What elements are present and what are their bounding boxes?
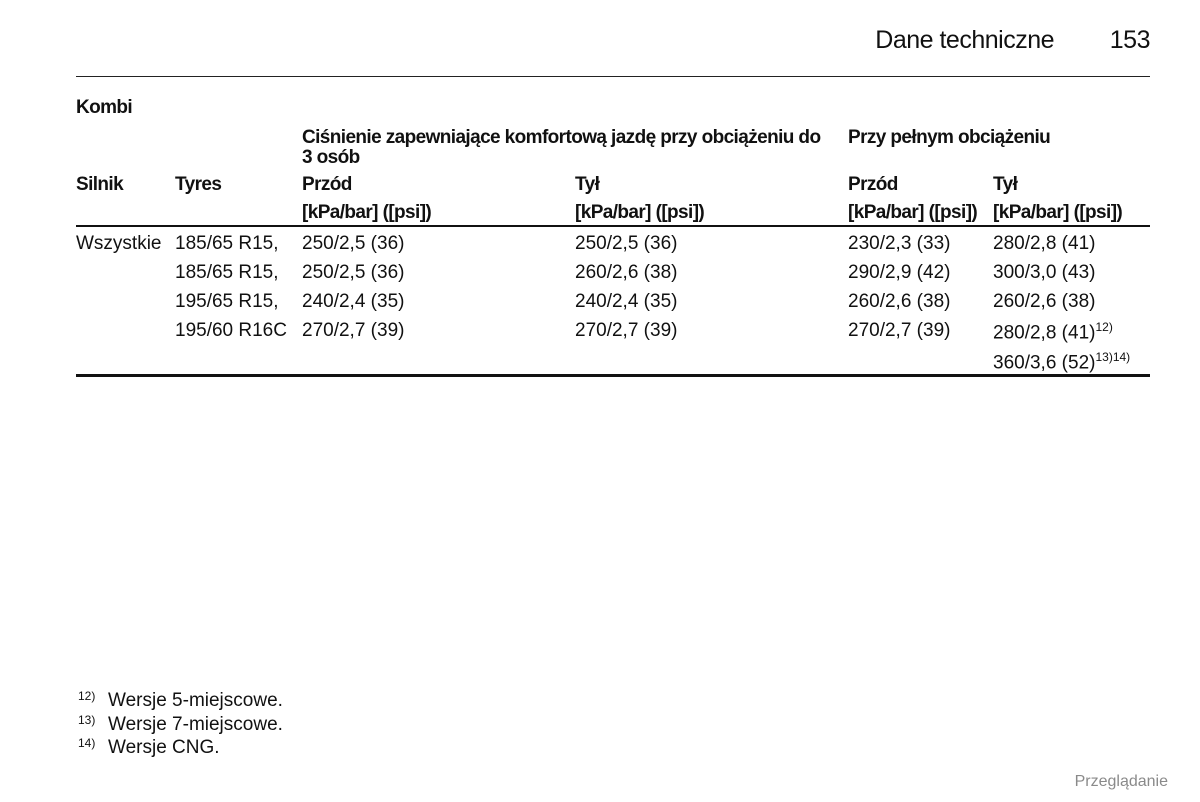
cell-full-rear-value: 360/3,6 (52) bbox=[993, 352, 1096, 374]
cell-tyre: 195/65 R15, bbox=[175, 291, 279, 312]
cell-comfort-front: 240/2,4 (35) bbox=[302, 291, 405, 312]
cell-full-front: 290/2,9 (42) bbox=[848, 262, 951, 283]
group-header-comfort bbox=[302, 128, 820, 168]
cell-comfort-rear: 270/2,7 (39) bbox=[575, 320, 678, 341]
footnote-text: Wersje 7-miejscowe. bbox=[108, 714, 283, 735]
page-title: Dane techniczne bbox=[875, 26, 1054, 54]
unit-full-front: [kPa/bar] ([psi]) bbox=[848, 202, 978, 223]
footnote-item bbox=[78, 713, 283, 736]
footnote-ref: 13)14) bbox=[1095, 350, 1131, 364]
cell-full-front: 230/2,3 (33) bbox=[848, 233, 951, 254]
col-header-comfort-rear: Tył bbox=[575, 174, 600, 195]
cell-full-rear: 300/3,0 (43) bbox=[993, 262, 1096, 283]
cell-full-front: 270/2,7 (39) bbox=[848, 320, 951, 341]
cell-comfort-front: 250/2,5 (36) bbox=[302, 262, 405, 283]
cell-comfort-front: 250/2,5 (36) bbox=[302, 233, 405, 254]
col-header-tyres: Tyres bbox=[175, 174, 222, 195]
col-header-comfort-front: Przód bbox=[302, 174, 352, 195]
cell-tyre: 185/65 R15, bbox=[175, 262, 279, 283]
group-header-comfort-line2: 3 osób bbox=[302, 147, 360, 168]
page-header bbox=[76, 22, 1150, 77]
header-rule bbox=[76, 225, 1150, 227]
cell-tyre: 195/60 R16C bbox=[175, 320, 287, 341]
cell-comfort-rear: 240/2,4 (35) bbox=[575, 291, 678, 312]
group-header-comfort-line1: Ciśnienie zapewniające komfortową jazdę przy obciążeniu do bbox=[302, 127, 821, 148]
browse-link[interactable]: Przeglądanie bbox=[1074, 773, 1168, 790]
col-header-full-front: Przód bbox=[848, 174, 898, 195]
footnote-text: Wersje CNG. bbox=[108, 737, 220, 758]
group-header-full-load: Przy pełnym obciążeniu bbox=[848, 127, 1051, 148]
cell-full-rear bbox=[993, 320, 1113, 344]
cell-comfort-rear: 260/2,6 (38) bbox=[575, 262, 678, 283]
col-header-engine: Silnik bbox=[76, 174, 124, 195]
section-title: Kombi bbox=[76, 97, 133, 118]
cell-engine: Wszystkie bbox=[76, 233, 162, 254]
unit-full-rear: [kPa/bar] ([psi]) bbox=[993, 202, 1123, 223]
cell-tyre: 185/65 R15, bbox=[175, 233, 279, 254]
footnote-item bbox=[78, 736, 220, 759]
col-header-full-rear: Tył bbox=[993, 174, 1018, 195]
footnote-text: Wersje 5-miejscowe. bbox=[108, 690, 283, 711]
footnote-marker: 14) bbox=[78, 736, 96, 750]
cell-full-rear bbox=[993, 350, 1130, 374]
cell-full-front: 260/2,6 (38) bbox=[848, 291, 951, 312]
footnote-ref: 12) bbox=[1095, 320, 1113, 334]
unit-comfort-rear: [kPa/bar] ([psi]) bbox=[575, 202, 705, 223]
page-number: 153 bbox=[1109, 26, 1150, 54]
cell-full-rear-value: 280/2,8 (41) bbox=[993, 233, 1096, 254]
unit-comfort-front: [kPa/bar] ([psi]) bbox=[302, 202, 432, 223]
footnote-marker: 12) bbox=[78, 689, 96, 703]
cell-full-rear: 260/2,6 (38) bbox=[993, 291, 1096, 312]
cell-comfort-front: 270/2,7 (39) bbox=[302, 320, 405, 341]
footnote-marker: 13) bbox=[78, 713, 96, 727]
cell-full-rear-value: 280/2,8 (41) bbox=[993, 322, 1096, 344]
footnote-item bbox=[78, 689, 283, 712]
table-bottom-rule bbox=[76, 374, 1150, 377]
cell-comfort-rear: 250/2,5 (36) bbox=[575, 233, 678, 254]
cell-full-rear bbox=[993, 233, 1095, 255]
